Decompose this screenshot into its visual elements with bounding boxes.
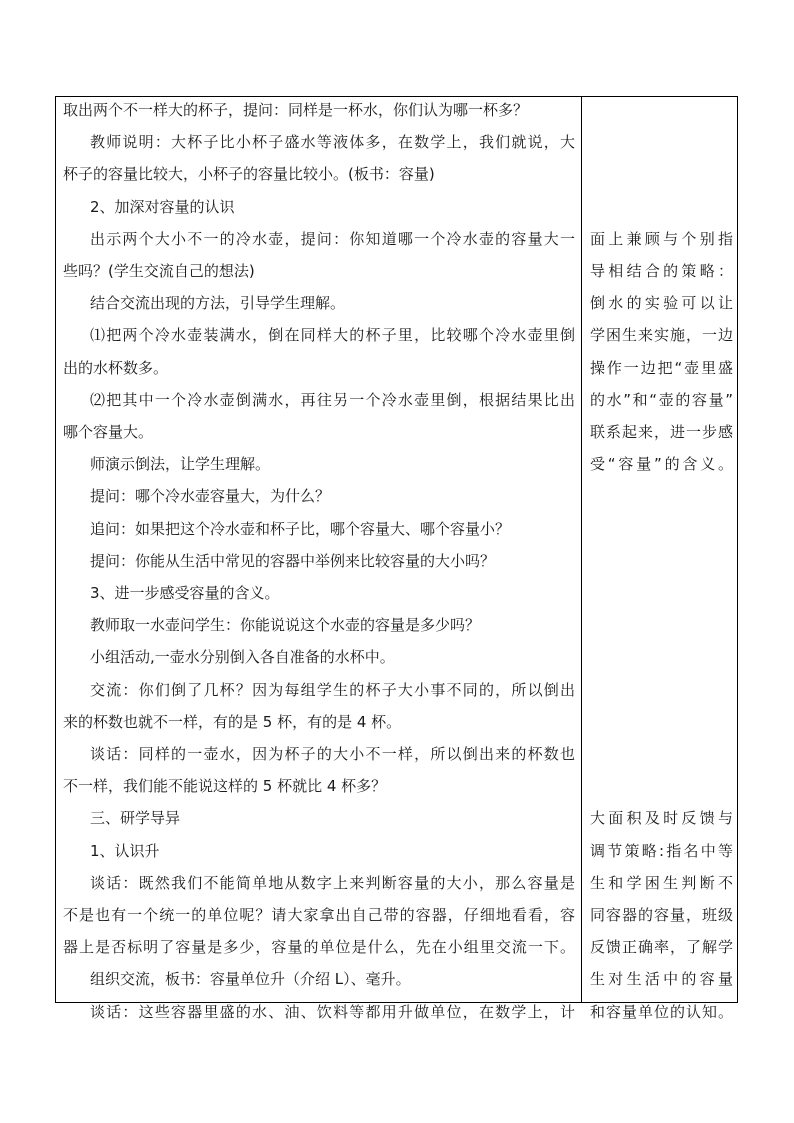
main-text-line: 提问：你能从生活中常见的容器中举例来比较容量的大小吗？ bbox=[90, 551, 496, 570]
side-note-line: 和容量单位的认知。 bbox=[590, 1002, 733, 1021]
main-text-line: 哪个容量大。 bbox=[63, 423, 154, 441]
main-text-line: 杯子的容量比较大，小杯子的容量比较小。(板书：容量) bbox=[63, 165, 435, 184]
side-note-line: 的水”和“壶的容量” bbox=[590, 390, 733, 409]
column-divider bbox=[581, 97, 582, 1002]
side-note-line: 生对生活中的容量 bbox=[590, 970, 733, 989]
lesson-plan-table bbox=[55, 96, 738, 1021]
main-text-line: 追问：如果把这个冷水壶和杯子比，哪个容量大、哪个容量小？ bbox=[90, 519, 511, 538]
side-note-line: 面上兼顾与个别指 bbox=[590, 229, 733, 248]
main-text-line: 谈话：这些容器里盛的水、油、饮料等都用升做单位，在数学上，计 bbox=[90, 1002, 575, 1021]
main-text-line: 1、认识升 bbox=[90, 841, 160, 860]
main-text-line: 来的杯数也就不一样，有的是 5 杯，有的是 4 杯。 bbox=[63, 712, 402, 731]
side-note-line: 学困生来实施，一边 bbox=[590, 326, 733, 345]
main-text-line: 出示两个大小不一的冷水壶，提问：你知道哪一个冷水壶的容量大一 bbox=[90, 229, 575, 248]
side-note-line: 同容器的容量，班级 bbox=[590, 906, 733, 924]
main-text-line: 结合交流出现的方法，引导学生理解。 bbox=[90, 294, 346, 313]
main-text-line: 教师取一水壶问学生：你能说说这个水壶的容量是多少吗？ bbox=[90, 616, 481, 635]
side-note-line: 受“容量”的含义。 bbox=[590, 455, 733, 474]
main-text-line: 三、研学导异 bbox=[90, 809, 181, 828]
main-text-line: 器上是否标明了容量是多少，容量的单位是什么，先在小组里交流一下。 bbox=[63, 938, 575, 957]
main-text-line: ⑴把两个冷水壶装满水，倒在同样大的杯子里，比较哪个冷水壶里倒 bbox=[90, 326, 575, 345]
main-text-line: 不一样，我们能不能说这样的 5 杯就比 4 杯多？ bbox=[63, 777, 387, 796]
main-text-line: 谈话：既然我们不能简单地从数字上来判断容量的大小，那么容量是 bbox=[90, 873, 575, 892]
main-text-line: 组织交流，板书：容量单位升（介绍 L）、毫升。 bbox=[90, 970, 411, 989]
main-text-line: 不是也有一个统一的单位呢？请大家拿出自己带的容器，仔细地看看，容 bbox=[63, 906, 575, 924]
side-note-line: 联系起来，进一步感 bbox=[590, 423, 733, 441]
side-note-line: 调节策略:指名中等 bbox=[590, 841, 733, 860]
main-text-line: 些吗？(学生交流自己的想法) bbox=[63, 262, 255, 280]
side-note-line: 生和学困生判断不 bbox=[590, 873, 733, 892]
side-note-line: 导相结合的策略： bbox=[590, 262, 733, 280]
side-note-line: 操作一边把“壶里盛 bbox=[590, 358, 733, 377]
main-text-line: 取出两个不一样大的杯子，提问：同样是一杯水，你们认为哪一杯多？ bbox=[63, 101, 529, 119]
main-text-line: 交流：你们倒了几杯？因为每组学生的杯子大小事不同的，所以倒出 bbox=[90, 680, 575, 699]
main-text-line: 提问：哪个冷水壶容量大，为什么？ bbox=[90, 487, 331, 506]
main-text-line: 师演示倒法，让学生理解。 bbox=[90, 455, 271, 474]
side-note-line: 反馈正确率，了解学 bbox=[590, 938, 733, 957]
main-text-line: 3、进一步感受容量的含义。 bbox=[90, 584, 280, 602]
main-text-line: 出的水杯数多。 bbox=[63, 358, 169, 377]
main-text-line: 教师说明：大杯子比小杯子盛水等液体多，在数学上，我们就说，大 bbox=[90, 133, 575, 152]
side-note-line: 大面积及时反馈与 bbox=[590, 809, 733, 828]
main-text-line: ⑵把其中一个冷水壶倒满水，再往另一个冷水壶里倒，根据结果比出 bbox=[90, 390, 575, 409]
main-text-line: 小组活动,一壶水分别倒入各自准备的水杯中。 bbox=[90, 648, 395, 667]
side-note-line: 倒水的实验可以让 bbox=[590, 294, 733, 313]
main-text-line: 2、加深对容量的认识 bbox=[90, 197, 235, 216]
main-text-line: 谈话：同样的一壶水，因为杯子的大小不一样，所以倒出来的杯数也 bbox=[90, 745, 575, 763]
